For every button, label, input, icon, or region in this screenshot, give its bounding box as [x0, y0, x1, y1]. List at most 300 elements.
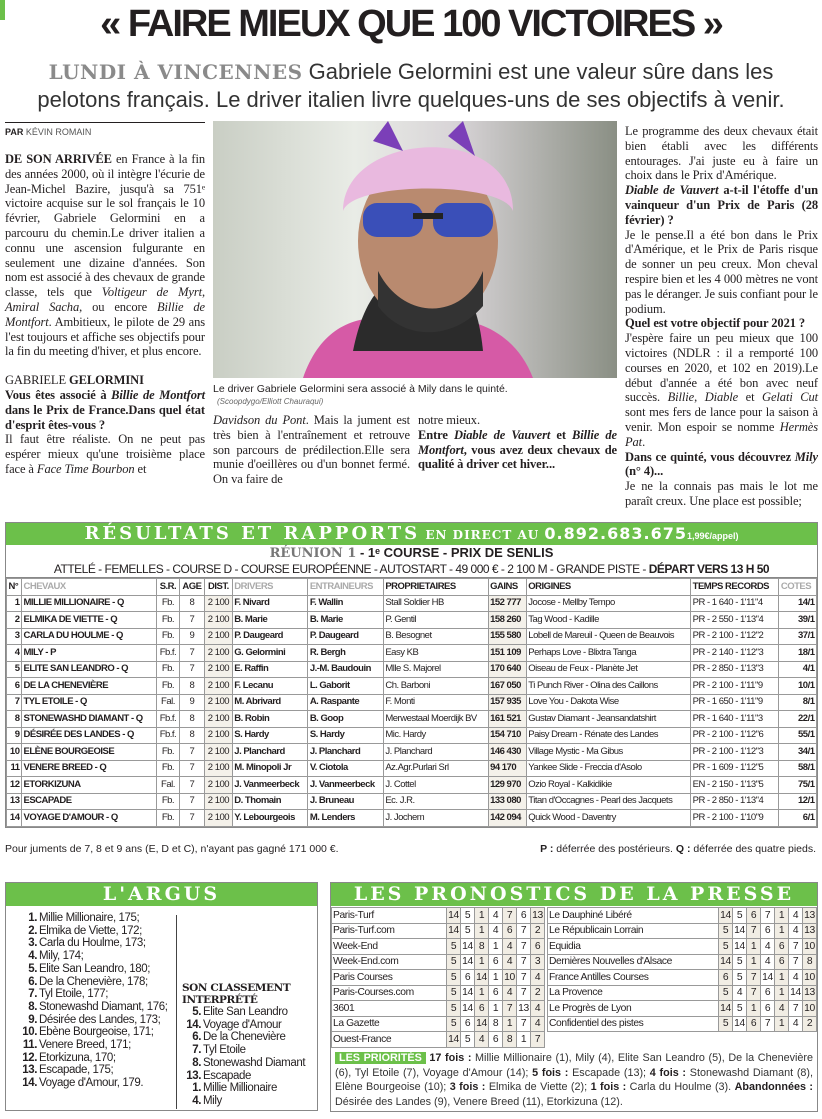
cell-drivers: S. Hardy — [232, 727, 308, 744]
pick-cell: 4 — [503, 939, 517, 955]
cell-chevaux: CARLA DU HOULME - Q — [22, 628, 157, 645]
pick-cell: 14 — [719, 1001, 733, 1017]
list-item — [182, 1006, 312, 1019]
pick-cell: 1 — [475, 985, 489, 1001]
priorites-text: 1 fois : — [590, 1081, 627, 1093]
shoe-legend — [540, 843, 816, 855]
item-text: Tyl Etoile — [203, 1044, 246, 1057]
pick-cell: 14 — [719, 908, 733, 924]
pick-cell: 10 — [803, 939, 817, 955]
cell-gains: 151 109 — [488, 645, 526, 662]
item-text: Mily, 174; — [39, 950, 84, 963]
cell-cotes: 39/1 — [779, 612, 817, 629]
item-text: Tyl Etoile, 177; — [39, 988, 109, 1001]
cell-entraineurs: J. Planchard — [308, 744, 384, 761]
article-paragraph — [625, 331, 818, 449]
article-paragraph — [418, 428, 617, 472]
column-header-10: TEMPS RECORDS — [691, 579, 779, 596]
pick-cell: 1 — [503, 1016, 517, 1032]
article-paragraph — [418, 413, 617, 428]
pick-cell: 8 — [475, 939, 489, 955]
text-run: Diable de Vauvert — [453, 427, 551, 442]
cell-entraineurs: J. Vanmeerbeck — [308, 777, 384, 794]
cell-entraineurs: S. Hardy — [308, 727, 384, 744]
race-title — [6, 545, 817, 562]
cell-dist: 2 100 — [205, 661, 233, 678]
cell-sr: Fb. — [157, 612, 180, 629]
pick-cell: 5 — [447, 970, 461, 986]
pick-cell: 14 — [719, 954, 733, 970]
pick-cell: 2 — [803, 1016, 817, 1032]
cell-dist: 2 100 — [205, 760, 233, 777]
pick-cell: 4 — [531, 1001, 545, 1017]
item-text: Voyage d'Amour, 179. — [39, 1077, 144, 1090]
table-row — [7, 678, 817, 695]
article-column-4 — [625, 124, 818, 509]
article-paragraph — [5, 152, 205, 359]
list-item — [18, 937, 167, 950]
table-row — [332, 985, 545, 1001]
pick-cell: 4 — [789, 1016, 803, 1032]
item-number: 14. — [186, 1018, 201, 1031]
text-run: Hermès Pat — [625, 419, 818, 449]
cell-origines: Paisy Dream - Rénate des Landes — [526, 727, 690, 744]
table-row — [548, 1016, 817, 1032]
text-run: . Mais la jument est très bien à l'entraînement et retrouve son parcours de prédilection.Elle sera munie d'oeillères ou d'un bonnet fermé. On va faire de — [213, 413, 411, 487]
text-run: Vous êtes associé à — [5, 387, 112, 402]
table-row — [548, 1001, 817, 1017]
cell-proprietaires: Az.Agr.Purlari Srl — [383, 760, 488, 777]
list-item — [18, 1064, 167, 1077]
pick-cell: 5 — [719, 923, 733, 939]
pick-cell: 7 — [747, 923, 761, 939]
cell-dist: 2 100 — [205, 810, 233, 827]
cell-chevaux: MILY - P — [22, 645, 157, 662]
item-number: 1. — [192, 1082, 201, 1095]
pick-cell: 1 — [775, 985, 789, 1001]
item-text: Etorkizuna, 170; — [39, 1051, 116, 1064]
cell-tempsrecords: PR - 1 640 - 1'11"3 — [691, 711, 779, 728]
cell-entraineurs: J.-M. Baudouin — [308, 661, 384, 678]
item-number: 7. — [28, 988, 37, 1001]
legend-p: P : — [540, 843, 554, 855]
table-row — [332, 908, 545, 924]
pick-cell: 4 — [489, 923, 503, 939]
source-name: Confidentiel des pistes — [548, 1016, 719, 1032]
text-run: . Ambitieux, le pilote de 29 ans l'est toujours et affiche ses objectifs pour la fin du meeting d'hiver, et plus encore. — [5, 314, 205, 359]
pick-cell: 4 — [789, 923, 803, 939]
list-item — [182, 1057, 312, 1070]
item-text: Ebène Bourgeoise, 171; — [39, 1026, 154, 1039]
article-paragraph — [625, 316, 818, 331]
pick-cell: 10 — [803, 1001, 817, 1017]
item-number: 13. — [186, 1069, 201, 1082]
pick-cell: 1 — [489, 939, 503, 955]
byline — [5, 122, 205, 137]
table-row — [548, 985, 817, 1001]
argus-classement — [182, 983, 312, 1108]
cell-tempsrecords: PR - 1 650 - 1'11"9 — [691, 694, 779, 711]
pick-cell: 4 — [761, 954, 775, 970]
cell-gains: 142 094 — [488, 810, 526, 827]
cell-origines: Lobell de Mareuil - Queen de Beauvois — [526, 628, 690, 645]
cell-tempsrecords: PR - 1 640 - 1'11"4 — [691, 595, 779, 612]
cell-age: 9 — [179, 694, 204, 711]
cell-origines: Perhaps Love - Blixtra Tanga — [526, 645, 690, 662]
pick-cell: 13 — [531, 908, 545, 924]
text-run: , ou encore — [79, 299, 157, 314]
cell-tempsrecords: PR - 2 140 - 1'12"3 — [691, 645, 779, 662]
item-text: Elite San Leandro, 180; — [39, 962, 150, 975]
cell-chevaux: ELÈNE BOURGEOISE — [22, 744, 157, 761]
source-name: Week-End.com — [332, 954, 447, 970]
cell-n: 7 — [7, 694, 22, 711]
table-row — [7, 727, 817, 744]
pick-cell: 7 — [503, 1001, 517, 1017]
item-text: Voyage d'Amour — [203, 1018, 282, 1031]
pick-cell: 14 — [733, 1016, 747, 1032]
driver-photo — [213, 121, 617, 378]
cell-entraineurs: R. Bergh — [308, 645, 384, 662]
source-name: Le Progrès de Lyon — [548, 1001, 719, 1017]
cell-n: 1 — [7, 595, 22, 612]
interview-q1 — [5, 388, 205, 477]
item-text: De la Chenevière, 178; — [39, 975, 148, 988]
source-name: France Antilles Courses — [548, 970, 719, 986]
cell-cotes: 12/1 — [779, 793, 817, 810]
article-column-1 — [5, 152, 205, 477]
signature-first: GABRIELE — [5, 373, 70, 388]
driver-portrait-illustration — [213, 121, 617, 378]
priorites-text: 3 fois : — [449, 1081, 486, 1093]
cell-gains: 146 430 — [488, 744, 526, 761]
text-run: . — [642, 434, 646, 449]
cell-cotes: 4/1 — [779, 661, 817, 678]
cell-drivers: F. Nivard — [232, 595, 308, 612]
pick-cell: 6 — [461, 970, 475, 986]
pick-cell: 5 — [719, 1016, 733, 1032]
pick-cell: 6 — [489, 1032, 503, 1048]
priorites-text: 5 fois : — [532, 1066, 569, 1079]
cell-tempsrecords: PR - 2 100 - 1'12"2 — [691, 628, 779, 645]
pick-cell: 6 — [775, 939, 789, 955]
cell-chevaux: ESCAPADE — [22, 793, 157, 810]
cell-gains: 158 260 — [488, 612, 526, 629]
pick-cell: 14 — [447, 1032, 461, 1048]
cell-dist: 2 100 — [205, 595, 233, 612]
pick-cell: 14 — [461, 939, 475, 955]
list-item — [182, 1019, 312, 1032]
priorites-text: Abandonnées : — [734, 1081, 814, 1093]
cell-drivers: M. Minopoli Jr — [232, 760, 308, 777]
cell-chevaux: ELMIKA DE VIETTE - Q — [22, 612, 157, 629]
cell-dist: 2 100 — [205, 711, 233, 728]
cell-cotes: 37/1 — [779, 628, 817, 645]
pick-cell: 1 — [747, 1001, 761, 1017]
source-name: Paris-Turf.com — [332, 923, 447, 939]
text-run: et — [134, 461, 147, 476]
pick-cell: 4 — [503, 985, 517, 1001]
pronostics-table-left — [331, 907, 545, 1048]
race-footnote: Pour juments de 7, 8 et 9 ans (E, D et C), n'ayant pas gagné 171 000 €. — [5, 843, 339, 855]
text-run: Quel est votre objectif pour 2021 ? — [625, 316, 806, 331]
cell-cotes: 58/1 — [779, 760, 817, 777]
cell-gains: 161 521 — [488, 711, 526, 728]
source-name: Paris Courses — [332, 970, 447, 986]
pick-cell: 14 — [461, 954, 475, 970]
cell-entraineurs: V. Ciotola — [308, 760, 384, 777]
pick-cell: 7 — [761, 908, 775, 924]
source-name: Paris-Courses.com — [332, 985, 447, 1001]
pick-cell: 1 — [475, 923, 489, 939]
pick-cell: 5 — [733, 954, 747, 970]
photo-caption: Le driver Gabriele Gelormini sera associé à Mily dans le quinté. — [213, 383, 508, 395]
table-row — [7, 711, 817, 728]
text-run: , — [694, 390, 705, 405]
table-row — [548, 908, 817, 924]
priorites-tag: LES PRIORITÉS — [335, 1052, 426, 1064]
pick-cell: 4 — [761, 939, 775, 955]
item-text: Escapade, 175; — [39, 1064, 114, 1077]
results-phone: 0.892.683.675 — [544, 524, 687, 543]
pick-cell: 7 — [789, 939, 803, 955]
pick-cell: 7 — [517, 985, 531, 1001]
article-column-2 — [213, 413, 410, 487]
pick-cell: 5 — [733, 970, 747, 986]
cell-cotes: 10/1 — [779, 678, 817, 695]
list-item — [18, 912, 167, 925]
classement-list — [182, 1006, 312, 1108]
text-run: DE SON ARRIVÉE — [5, 152, 112, 166]
pick-cell: 3 — [531, 954, 545, 970]
cell-entraineurs: J. Bruneau — [308, 793, 384, 810]
list-item — [18, 1026, 167, 1039]
list-item — [18, 1077, 167, 1090]
cell-origines: Gustav Diamant - Jeansandatshirt — [526, 711, 690, 728]
table-row — [332, 954, 545, 970]
cell-proprietaires: Merwestaal Moerdijk BV — [383, 711, 488, 728]
table-row — [548, 939, 817, 955]
priorites-text: Carla du Houlme (3). — [626, 1081, 735, 1093]
cell-cotes: 6/1 — [779, 810, 817, 827]
cell-age: 8 — [179, 595, 204, 612]
cell-drivers: Y. Lebourgeois — [232, 810, 308, 827]
cell-gains: 94 170 — [488, 760, 526, 777]
cell-entraineurs: A. Raspante — [308, 694, 384, 711]
table-row — [332, 1001, 545, 1017]
text-run: a-t-il l'étoffe d'un vainqueur d'un Prix de Paris (28 février) ? — [625, 183, 818, 227]
article-paragraph — [625, 124, 818, 183]
pick-cell: 13 — [803, 985, 817, 1001]
item-text: Stonewashd Diamant, 176; — [39, 1000, 168, 1013]
cell-cotes: 75/1 — [779, 777, 817, 794]
cell-gains: 155 580 — [488, 628, 526, 645]
pick-cell: 1 — [747, 939, 761, 955]
cell-entraineurs: P. Daugeard — [308, 628, 384, 645]
cell-cotes: 18/1 — [779, 645, 817, 662]
pick-cell: 1 — [489, 970, 503, 986]
cell-n: 9 — [7, 727, 22, 744]
argus-box — [5, 882, 318, 1111]
pick-cell: 5 — [719, 939, 733, 955]
pick-cell: 14 — [789, 985, 803, 1001]
pick-cell: 6 — [775, 954, 789, 970]
column-header-4: DIST. — [205, 579, 233, 596]
pick-cell: 8 — [503, 1032, 517, 1048]
pick-cell: 1 — [775, 908, 789, 924]
pick-cell: 14 — [733, 923, 747, 939]
article-paragraph — [5, 432, 205, 476]
pick-cell: 6 — [489, 954, 503, 970]
cell-origines: Quick Wood - Daventry — [526, 810, 690, 827]
cell-dist: 2 100 — [205, 777, 233, 794]
cell-cotes: 22/1 — [779, 711, 817, 728]
cell-sr: Fb.f. — [157, 645, 180, 662]
cell-cotes: 8/1 — [779, 694, 817, 711]
article-paragraph — [213, 413, 410, 487]
pick-cell: 5 — [447, 985, 461, 1001]
cell-origines: Yankee Slide - Freccia d'Asolo — [526, 760, 690, 777]
cell-age: 7 — [179, 810, 204, 827]
text-run: Gelati Cut — [762, 390, 819, 405]
subhead-kicker: LUNDI À VINCENNES — [48, 60, 303, 84]
priorites — [335, 1051, 813, 1109]
article-paragraph — [625, 450, 818, 480]
cell-cotes: 34/1 — [779, 744, 817, 761]
cell-drivers: J. Planchard — [232, 744, 308, 761]
table-row — [7, 612, 817, 629]
race-conditions — [6, 562, 817, 578]
cell-sr: Fb. — [157, 810, 180, 827]
item-number: 8. — [28, 1000, 37, 1013]
cell-origines: Ti Punch River - Olina des Caillons — [526, 678, 690, 695]
pick-cell: 6 — [761, 1001, 775, 1017]
cell-sr: Fb.f. — [157, 727, 180, 744]
source-name: Ouest-France — [332, 1032, 447, 1048]
cell-sr: Fb. — [157, 661, 180, 678]
cell-proprietaires: J. Cottel — [383, 777, 488, 794]
pick-cell: 6 — [719, 970, 733, 986]
cell-tempsrecords: PR - 2 850 - 1'13"4 — [691, 793, 779, 810]
table-row — [548, 923, 817, 939]
cell-entraineurs: B. Marie — [308, 612, 384, 629]
text-run: J'espère faire un peu mieux que 100 victoires (NDLR : il a remporté 100 courses en 2020, et 102 en 2019).Le début d'année a été bon avec neuf succès. — [625, 331, 818, 405]
cell-age: 9 — [179, 628, 204, 645]
interview-cont — [625, 124, 818, 509]
cell-dist: 2 100 — [205, 793, 233, 810]
pick-cell: 4 — [775, 1001, 789, 1017]
pick-cell: 5 — [447, 1001, 461, 1017]
pick-cell: 14 — [447, 923, 461, 939]
item-number: 4. — [192, 1094, 201, 1107]
cell-age: 7 — [179, 612, 204, 629]
cell-gains: 129 970 — [488, 777, 526, 794]
race-name: - 1ᵉ COURSE - PRIX DE SENLIS — [356, 545, 554, 560]
cell-dist: 2 100 — [205, 727, 233, 744]
argus-list — [18, 912, 167, 1090]
item-number: 10. — [22, 1026, 37, 1039]
article-paragraph — [625, 183, 818, 227]
pick-cell: 5 — [461, 1032, 475, 1048]
cell-chevaux: MILLIE MILLIONAIRE - Q — [22, 595, 157, 612]
item-text: Millie Millionaire, 175; — [39, 912, 140, 924]
list-item — [18, 1014, 167, 1027]
cell-n: 8 — [7, 711, 22, 728]
pick-cell: 14 — [475, 1016, 489, 1032]
text-run: Je ne la connais pas mais le lot me paraît creux. Une place est possible; — [625, 479, 818, 508]
item-number: 13. — [22, 1064, 37, 1077]
cell-dist: 2 100 — [205, 694, 233, 711]
article-paragraph — [625, 479, 818, 509]
cell-entraineurs: M. Lenders — [308, 810, 384, 827]
byline-author: KÉVIN ROMAIN — [25, 127, 92, 137]
item-number: 12. — [22, 1051, 37, 1064]
list-item — [18, 1052, 167, 1065]
pick-cell: 7 — [747, 985, 761, 1001]
pick-cell: 1 — [747, 954, 761, 970]
cell-age: 7 — [179, 661, 204, 678]
list-item — [18, 925, 167, 938]
article-intro — [5, 152, 205, 359]
cell-origines: Jocose - Mellby Tempo — [526, 595, 690, 612]
cell-n: 4 — [7, 645, 22, 662]
cell-drivers: D. Thomain — [232, 793, 308, 810]
cell-sr: Fb. — [157, 760, 180, 777]
cell-chevaux: STONEWASHD DIAMANT - Q — [22, 711, 157, 728]
pick-cell: 13 — [803, 923, 817, 939]
item-number: 3. — [28, 937, 37, 950]
text-run: Billie de Montfort — [111, 387, 205, 402]
priorites-text: 4 fois : — [649, 1066, 687, 1079]
pick-cell: 4 — [789, 908, 803, 924]
cell-origines: Village Mystic - Ma Gibus — [526, 744, 690, 761]
pick-cell: 5 — [733, 1001, 747, 1017]
text-run: Diable — [704, 390, 739, 405]
cell-sr: Fb. — [157, 793, 180, 810]
pick-cell: 13 — [517, 1001, 531, 1017]
item-number: 9. — [28, 1013, 37, 1026]
pick-cell: 4 — [733, 985, 747, 1001]
source-name: Le Républicain Lorrain — [548, 923, 719, 939]
pick-cell: 7 — [503, 908, 517, 924]
cell-n: 3 — [7, 628, 22, 645]
pick-cell: 7 — [747, 970, 761, 986]
text-run: sont mes fers de lance pour la saison à venir. Mon espoir se nomme — [625, 405, 818, 434]
list-item — [18, 963, 167, 976]
pronostics-table-right — [547, 907, 817, 1032]
cell-age: 7 — [179, 760, 204, 777]
text-run: , — [201, 285, 205, 300]
cell-entraineurs: F. Wallin — [308, 595, 384, 612]
text-run: notre mieux. — [418, 413, 480, 427]
table-row — [332, 1032, 545, 1048]
article-column-3 — [418, 413, 617, 472]
subhead-text: Gabriele Gelormini est une valeur sûre dans les pelotons français. Le driver italien livre quelques-uns de ses objectifs à venir. — [37, 59, 785, 112]
table-row — [7, 744, 817, 761]
source-name: Week-End — [332, 939, 447, 955]
list-item — [18, 976, 167, 989]
cell-chevaux: VOYAGE D'AMOUR - Q — [22, 810, 157, 827]
interview-q2 — [418, 413, 617, 472]
cell-chevaux: TYL ETOILE - Q — [22, 694, 157, 711]
item-number: 5. — [28, 962, 37, 975]
column-header-1: CHEVAUX — [22, 579, 157, 596]
priorites-text: Millie Millionaire (1), Mily (4), Elite San Leandro (5), De la Chenevière (6), Tyl Etoile (7), Voyage d'Amour (14); — [335, 1052, 813, 1079]
priorites-text: Désirée des Landes (9), Venere Breed (11), Etorkizuna (12). — [335, 1095, 623, 1108]
table-row — [332, 923, 545, 939]
pick-cell: 4 — [489, 908, 503, 924]
pick-cell: 6 — [489, 985, 503, 1001]
